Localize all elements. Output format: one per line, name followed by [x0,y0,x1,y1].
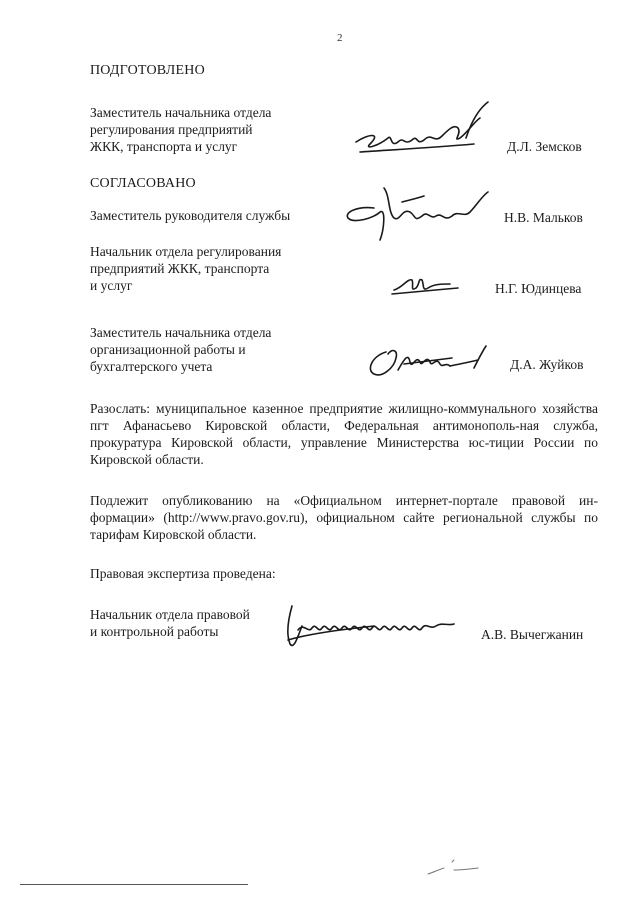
footer-separator-line [20,884,248,885]
prepared-position [90,104,330,155]
prepared-heading: ПОДГОТОВЛЕНО [90,63,205,78]
signature-malkov [340,182,500,252]
publication-paragraph: Подлежит опубликованию на «Официальном интернет-портале правовой ин-формации» (http://www.pravo.gov.ru), официальном сайте региональной службы по тарифам Кировской области. [90,493,598,542]
signer-2-name: Н.Г. Юдинцева [495,281,582,296]
signature-vychegzhanin [278,600,468,656]
signer-2-position-line: и услуг [90,278,133,293]
prepared-position-line: Заместитель начальника отдела [90,105,272,120]
signer-1-position-line: Заместитель руководителя службы [90,208,291,223]
legal-review-statement: Правовая экспертиза проведена: [90,566,276,581]
signature-yudintseva [388,270,468,304]
scan-mark-decoration [424,856,484,880]
signer-3-position-line: Заместитель начальника отдела [90,325,272,340]
signature-zhuykov [364,340,494,386]
prepared-position-line: регулирования предприятий [90,122,253,137]
page-number: 2 [337,32,343,44]
signer-3-position-line: организационной работы и [90,342,246,357]
signer-2-position [90,243,330,294]
signer-3-position [90,324,330,375]
distribution-paragraph: Разослать: муниципальное казенное предприятие жилищно-коммунального хозяйства пгт Афанасьево Кировской области, Федеральная антимонополь-ная служба, прокуратура Кировской области, управление Министерства юс-тиции России по Кировской области. [90,401,598,467]
signer-2-position-line: Начальник отдела регулирования [90,244,282,259]
signer-1-name: Н.В. Мальков [504,210,583,225]
prepared-position-line: ЖКК, транспорта и услуг [90,139,238,154]
legal-review-position-line: и контрольной работы [90,624,219,639]
prepared-name: Д.Л. Земсков [507,139,582,154]
legal-review-name: А.В. Вычегжанин [481,627,584,642]
signer-2-position-line: предприятий ЖКК, транспорта [90,261,270,276]
signer-1-position [90,207,350,224]
signer-3-position-line: бухгалтерского учета [90,359,213,374]
agreed-heading: СОГЛАСОВАНО [90,176,196,191]
signer-3-name: Д.А. Жуйков [510,357,584,372]
signature-zemskov [348,98,498,170]
legal-review-position-line: Начальник отдела правовой [90,607,250,622]
